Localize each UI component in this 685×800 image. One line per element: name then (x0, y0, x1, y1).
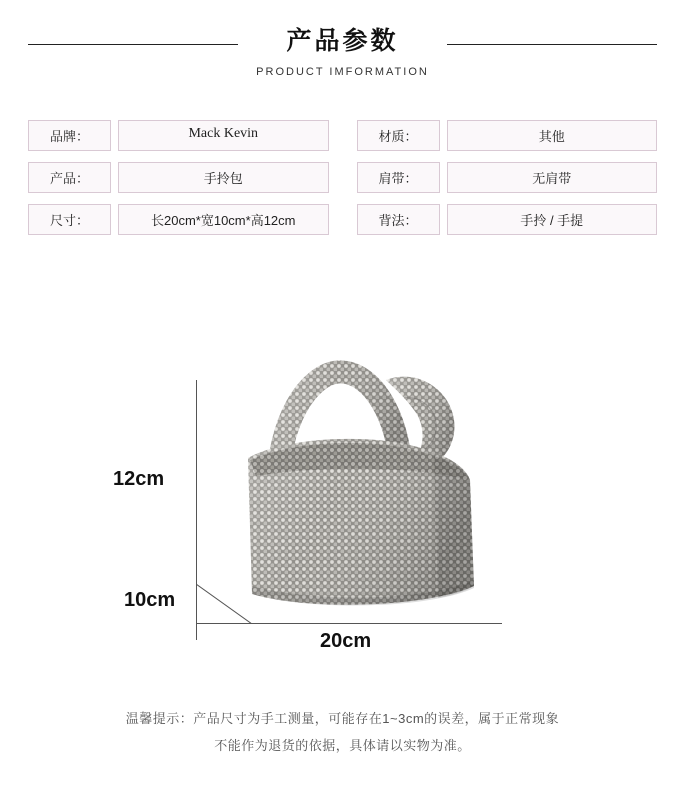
disclaimer-line-1: 温馨提示：产品尺寸为手工测量，可能存在1~3cm的误差，属于正常现象 (125, 711, 560, 726)
spec-value-product: 手拎包 (118, 162, 329, 193)
spec-row-material (357, 120, 658, 151)
spec-label-material: 材质： (357, 120, 440, 151)
spec-row-size (28, 204, 329, 235)
disclaimer-note (0, 705, 685, 759)
spec-table (28, 120, 657, 246)
spec-label-carry: 背法： (357, 204, 440, 235)
dimension-label-height: 12cm (113, 468, 165, 490)
disclaimer-line-2: 不能作为退货的依据，具体请以实物为准。 (214, 738, 471, 753)
spec-value-size: 长20cm*宽10cm*高12cm (118, 204, 329, 235)
header-rule-right (447, 44, 657, 45)
dimension-label-width: 20cm (320, 630, 372, 652)
spec-label-brand: 品牌： (28, 120, 111, 151)
spec-row-product (28, 162, 329, 193)
spec-row-strap (357, 162, 658, 193)
page-subtitle: PRODUCT IMFORMATION (256, 66, 429, 78)
product-image (218, 350, 498, 625)
spec-value-material: 其他 (447, 120, 658, 151)
spec-label-strap: 肩带： (357, 162, 440, 193)
spec-row-brand (28, 120, 329, 151)
page-header (0, 0, 685, 78)
spec-label-size: 尺寸： (28, 204, 111, 235)
spec-value-brand: Mack Kevin (118, 120, 329, 151)
dimension-label-depth: 10cm (124, 589, 176, 611)
page-title: 产品参数 (286, 27, 399, 55)
spec-value-strap: 无肩带 (447, 162, 658, 193)
handbag-illustration (218, 350, 498, 625)
spec-column-right (357, 120, 658, 246)
header-rule-left (28, 44, 238, 45)
spec-label-product: 产品： (28, 162, 111, 193)
spec-column-left (28, 120, 329, 246)
spec-row-carry (357, 204, 658, 235)
spec-value-carry: 手拎 / 手提 (447, 204, 658, 235)
product-figure (0, 340, 685, 670)
